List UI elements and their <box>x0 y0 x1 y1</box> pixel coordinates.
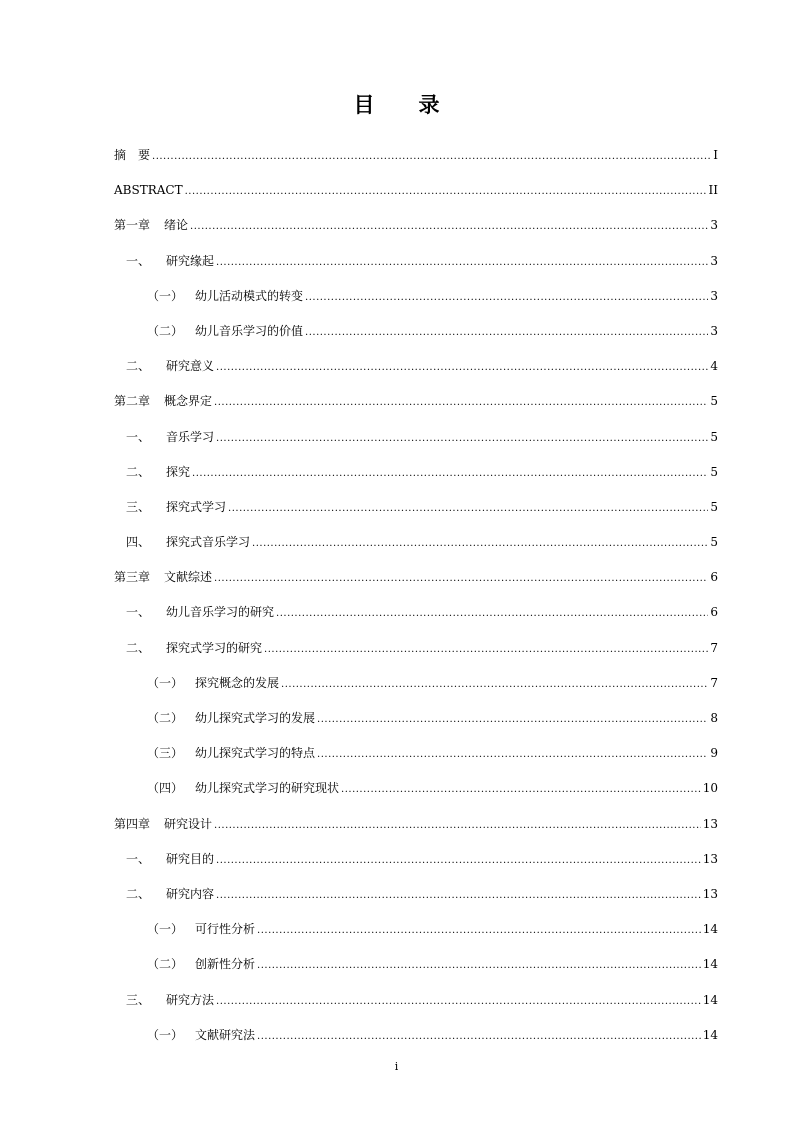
toc-entry[interactable] <box>114 666 718 701</box>
toc-entry-page: 9 <box>710 746 718 761</box>
toc-entry-title: 幼儿音乐学习的研究 <box>166 605 275 620</box>
toc-dot-leader <box>264 632 708 667</box>
toc-entry[interactable] <box>114 349 718 384</box>
toc-entry-page: 5 <box>710 535 718 550</box>
toc-dot-leader <box>317 702 708 737</box>
toc-entry-number: 第一章 <box>114 218 151 233</box>
toc-dot-leader <box>214 808 701 843</box>
toc-dot-leader <box>257 913 701 948</box>
toc-entry-title: 探究式学习 <box>166 499 227 514</box>
toc-entry-title: 研究内容 <box>166 886 215 901</box>
toc-entry-page: 5 <box>710 499 718 514</box>
toc-entry[interactable] <box>114 208 718 243</box>
toc-entry-number: 第二章 <box>114 394 151 409</box>
toc-dot-leader <box>305 315 708 350</box>
toc-entry-title: 幼儿活动模式的转变 <box>195 288 304 303</box>
toc-entry-page: 5 <box>710 394 718 409</box>
toc-dot-leader <box>216 984 701 1019</box>
toc-entry[interactable] <box>114 842 718 877</box>
toc-entry-number: 二、 <box>126 464 151 479</box>
toc-entry-page: 13 <box>702 851 718 866</box>
toc-entry-page: 4 <box>710 359 718 374</box>
toc-entry-number: 第三章 <box>114 570 151 585</box>
toc-dot-leader <box>281 667 708 702</box>
toc-entry-number: 二、 <box>126 886 151 901</box>
toc-entry-number: （一） <box>147 1027 184 1042</box>
toc-entry-number: 摘 要 <box>114 148 151 162</box>
toc-entry-page: 6 <box>710 605 718 620</box>
toc-entry-title: 可行性分析 <box>195 922 256 937</box>
toc-entry[interactable] <box>114 1018 718 1053</box>
toc-entry[interactable] <box>114 701 718 736</box>
toc-dot-leader <box>317 737 708 772</box>
toc-entry-number: 一、 <box>126 253 151 268</box>
toc-dot-leader <box>192 456 708 491</box>
toc-dot-leader <box>214 385 708 420</box>
toc-entry-page: 13 <box>702 886 718 901</box>
toc-entry-number: 一、 <box>126 429 151 444</box>
toc-entry-page: 3 <box>710 288 718 303</box>
toc-dot-leader <box>228 491 708 526</box>
toc-entry-title: 研究目的 <box>166 851 215 866</box>
toc-entry-page: 5 <box>710 464 718 479</box>
toc-entry[interactable] <box>114 420 718 455</box>
toc-entry-number: 二、 <box>126 359 151 374</box>
toc-entry[interactable] <box>114 560 718 595</box>
toc-entry-number: （四） <box>147 781 184 796</box>
toc-dot-leader <box>216 350 708 385</box>
toc-entry-title: 幼儿探究式学习的发展 <box>195 711 316 725</box>
toc-dot-leader <box>216 421 708 456</box>
toc-entry-title: 幼儿探究式学习的特点 <box>195 746 316 761</box>
toc-entry-title: 文献综述 <box>164 570 213 585</box>
toc-entry-page: 3 <box>710 323 718 338</box>
toc-entry-title: 文献研究法 <box>195 1027 256 1042</box>
toc-entry[interactable] <box>114 279 718 314</box>
toc-entry-title: 创新性分析 <box>195 957 256 972</box>
toc-entry-page: II <box>708 183 718 198</box>
toc-entry[interactable] <box>114 244 718 279</box>
toc-dot-leader <box>257 1019 701 1054</box>
toc-entry[interactable] <box>114 736 718 771</box>
toc-entry-title: 研究方法 <box>166 992 215 1007</box>
toc-entry-title: 研究意义 <box>166 359 215 374</box>
toc-entry-number: 一、 <box>126 605 151 620</box>
toc-dot-leader <box>216 245 708 280</box>
toc-entry[interactable] <box>114 455 718 490</box>
toc-entry[interactable] <box>114 807 718 842</box>
toc-entry-number: （二） <box>147 957 184 972</box>
toc-entry-title: 幼儿探究式学习的研究现状 <box>195 781 340 796</box>
toc-dot-leader <box>185 174 707 209</box>
toc-entry-number: （二） <box>147 323 184 338</box>
toc-entry-number: （一） <box>147 288 184 303</box>
toc-dot-leader <box>190 209 708 244</box>
toc-entry-title: 探究式音乐学习 <box>166 535 251 550</box>
toc-entry-number: 二、 <box>126 640 151 655</box>
toc-entry[interactable] <box>114 983 718 1018</box>
toc-entry[interactable] <box>114 595 718 630</box>
toc-entry-page: I <box>713 148 718 162</box>
toc-entry-page: 14 <box>702 922 718 937</box>
page-number: i <box>394 1060 399 1073</box>
toc-entry-title: 音乐学习 <box>166 429 215 444</box>
toc-dot-leader <box>214 561 708 596</box>
toc-entry-number: 第四章 <box>114 816 151 831</box>
toc-dot-leader <box>276 596 708 631</box>
toc-entry-number: （二） <box>147 711 184 725</box>
toc-entry-number: 三、 <box>126 499 151 514</box>
page-title: 目 录 <box>353 92 452 117</box>
toc-dot-leader <box>341 772 701 807</box>
toc-entry-number: ABSTRACT <box>114 183 183 198</box>
toc-entry-number: （一） <box>147 922 184 937</box>
toc-entry-number: （一） <box>147 675 184 690</box>
toc-entry-page: 3 <box>710 218 718 233</box>
toc-entry-title: 概念界定 <box>164 394 213 409</box>
toc-entry-title: 探究概念的发展 <box>195 675 280 690</box>
toc-entry[interactable] <box>114 384 718 419</box>
toc-dot-leader <box>216 878 701 913</box>
toc-dot-leader <box>216 843 701 878</box>
table-of-contents <box>114 138 718 1053</box>
toc-dot-leader <box>152 139 711 174</box>
toc-entry-title: 研究设计 <box>164 816 213 831</box>
toc-entry-page: 14 <box>702 992 718 1007</box>
toc-entry-number: 三、 <box>126 992 151 1007</box>
toc-dot-leader <box>252 526 708 561</box>
toc-entry-page: 6 <box>710 570 718 585</box>
toc-entry[interactable] <box>114 877 718 912</box>
toc-entry-title: 幼儿音乐学习的价值 <box>195 323 304 338</box>
toc-entry-page: 7 <box>710 640 718 655</box>
toc-entry[interactable] <box>114 525 718 560</box>
toc-entry-number: 一、 <box>126 851 151 866</box>
toc-entry-page: 7 <box>710 675 718 690</box>
toc-entry-page: 14 <box>702 1027 718 1042</box>
toc-entry-number: 四、 <box>126 535 151 550</box>
toc-dot-leader <box>257 948 701 983</box>
toc-entry-page: 13 <box>702 816 718 831</box>
toc-entry-page: 14 <box>702 957 718 972</box>
toc-entry[interactable] <box>114 947 718 982</box>
toc-entry[interactable] <box>114 771 718 806</box>
toc-entry-page: 5 <box>710 429 718 444</box>
toc-entry[interactable] <box>114 173 718 208</box>
toc-entry-title: 探究 <box>166 464 191 479</box>
toc-entry-title: 探究式学习的研究 <box>166 640 263 655</box>
toc-entry[interactable] <box>114 314 718 349</box>
toc-entry[interactable] <box>114 912 718 947</box>
toc-entry[interactable] <box>114 490 718 525</box>
toc-entry-title: 绪论 <box>164 218 189 233</box>
toc-entry[interactable] <box>114 138 718 173</box>
toc-entry-page: 8 <box>710 711 718 725</box>
toc-entry-page: 10 <box>702 781 718 796</box>
toc-dot-leader <box>305 280 708 315</box>
toc-entry-page: 3 <box>710 253 718 268</box>
toc-entry[interactable] <box>114 631 718 666</box>
toc-entry-number: （三） <box>147 746 184 761</box>
toc-entry-title: 研究缘起 <box>166 253 215 268</box>
